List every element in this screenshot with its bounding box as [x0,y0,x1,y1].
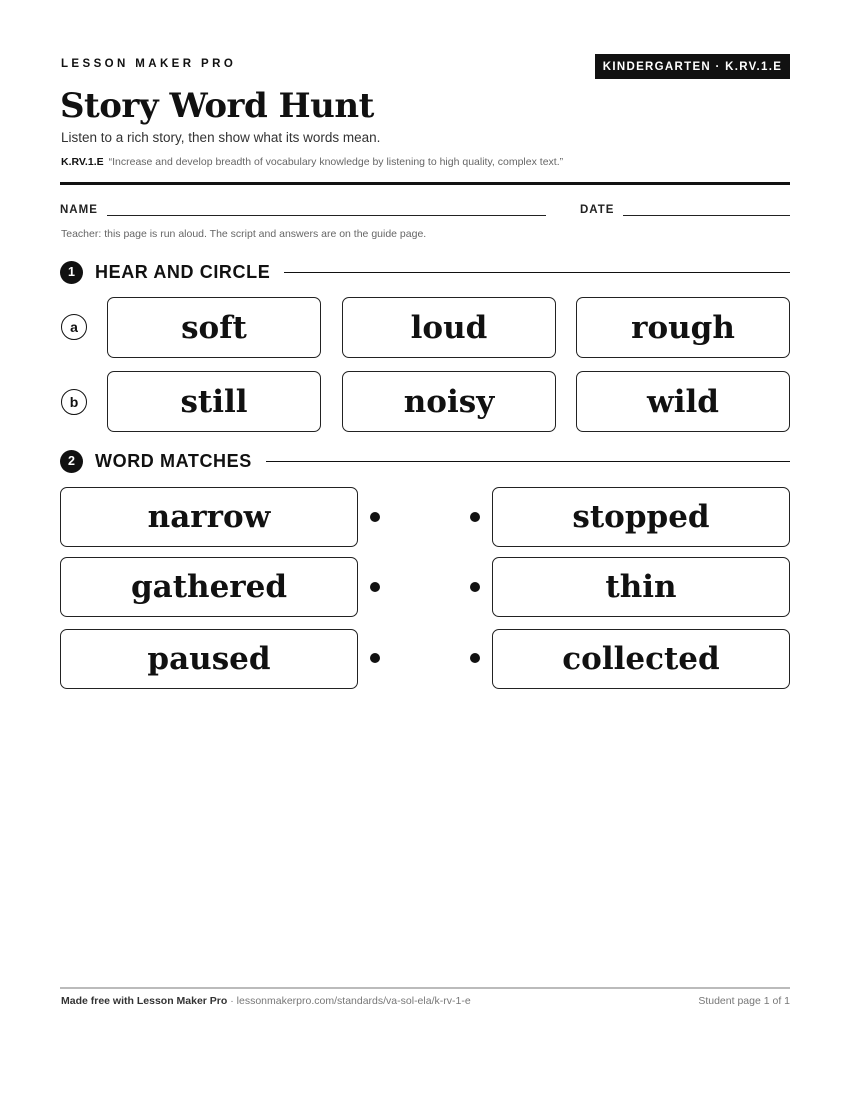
word-choice[interactable]: still [107,371,321,432]
footer-divider [60,987,790,989]
header-divider [60,182,790,185]
section-rule [284,272,790,273]
date-label: DATE [580,204,615,216]
footer-separator: · [227,995,237,1007]
footer-made-with: Made free with Lesson Maker Pro [61,995,228,1007]
match-word-left[interactable]: paused [60,629,358,689]
worksheet-subtitle: Listen to a rich story, then show what its words mean. [61,130,381,145]
section-2-header [60,449,790,473]
footer-url-link[interactable]: lessonmakerpro.com/standards/va-sol-ela/k-rv-1-e [236,995,471,1007]
name-label: NAME [60,204,98,216]
match-dot-left[interactable] [370,653,380,663]
section-number: 1 [60,261,83,284]
match-word-left[interactable]: gathered [60,557,358,617]
teacher-note: Teacher: this page is run aloud. The script and answers are on the guide page. [61,228,427,240]
word-choice[interactable]: rough [576,297,790,358]
match-dot-left[interactable] [370,582,380,592]
match-dot-right[interactable] [470,653,480,663]
brand-name: LESSON MAKER PRO [61,58,237,70]
word-choice[interactable]: soft [107,297,321,358]
row-letter-b: b [61,389,87,415]
grade-standard-badge: KINDERGARTEN · K.RV.1.E [595,54,790,79]
footer-credit [61,995,471,1007]
match-word-right[interactable]: thin [492,557,790,617]
match-word-right[interactable]: stopped [492,487,790,547]
date-field[interactable] [623,215,790,216]
match-dot-right[interactable] [470,582,480,592]
standard-text: “Increase and develop breadth of vocabulary knowledge by listening to high quality, complex text.” [108,156,564,168]
row-letter-a: a [61,314,87,340]
worksheet-title: Story Word Hunt [60,86,374,126]
section-title: HEAR AND CIRCLE [95,261,271,282]
match-word-right[interactable]: collected [492,629,790,689]
match-word-left[interactable]: narrow [60,487,358,547]
section-number: 2 [60,450,83,473]
word-choice[interactable]: wild [576,371,790,432]
standard-code: K.RV.1.E [61,156,104,168]
word-choice[interactable]: loud [342,297,556,358]
standard-line [61,156,563,168]
footer-page-number: Student page 1 of 1 [698,995,790,1007]
section-1-header [60,260,790,284]
name-field[interactable] [107,215,546,216]
match-dot-left[interactable] [370,512,380,522]
match-dot-right[interactable] [470,512,480,522]
section-rule [266,461,790,462]
word-choice[interactable]: noisy [342,371,556,432]
section-title: WORD MATCHES [95,450,252,471]
